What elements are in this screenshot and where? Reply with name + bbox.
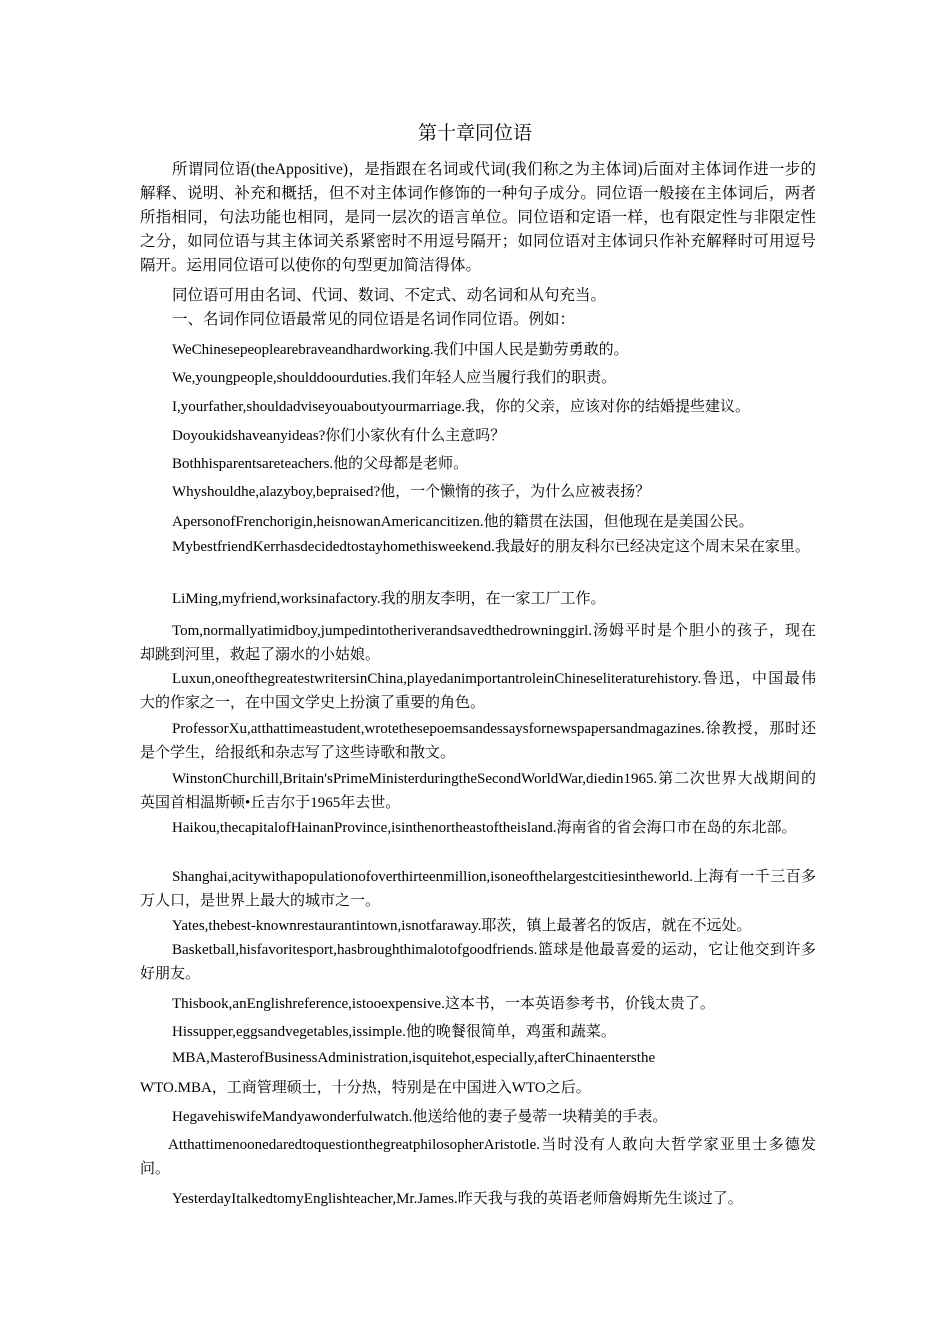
example-sentence: MBA,MasterofBusinessAdministration,isquitehot,especially,afterChinaentersthe — [172, 1050, 656, 1066]
example-sentence: WeChinesepeoplearebraveandhardworking.我们中国人民是勤劳勇敢的。 — [172, 342, 629, 358]
example-sentence: WinstonChurchill,Britain'sPrimeMinisterduringtheSecondWorldWar,diedin1965.第二次世界大战期间的英国首相温斯顿•丘吉尔于1965年去世。 — [140, 771, 816, 811]
example-sentence: Haikou,thecapitalofHainanProvince,isinthenortheastoftheisland.海南省的省会海口市在岛的东北部。 — [172, 820, 797, 836]
example-sentence: Basketball,hisfavoritesport,hasbroughthimalotofgoodfriends.篮球是他最喜爱的运动，它让他交到许多好朋友。 — [140, 942, 816, 982]
example-sentence: Luxun,oneofthegreatestwritersinChina,playedanimportantroleinChineseliteraturehistory.鲁迅，中国最伟大的作家之一，在中国文学史上扮演了重要的角色。 — [140, 671, 816, 711]
example-sentence: Thisbook,anEnglishreference,istooexpensive.这本书，一本英语参考书，价钱太贵了。 — [172, 996, 715, 1012]
example-sentence: I,yourfather,shouldadviseyouaboutyourmarriage.我，你的父亲，应该对你的结婚提些建议。 — [172, 399, 751, 415]
example-sentence: Tom,normallyatimidboy,jumpedintotheriverandsavedthedrowninggirl.汤姆平时是个胆小的孩子，现在却跳到河里，救起了溺水的小姑娘。 — [140, 623, 816, 663]
intro-paragraph: 所谓同位语(theAppositive)，是指跟在名词或代词(我们称之为主体词)后面对主体词作进一步的解释、说明、补充和概括，但不对主体词作修饰的一种句子成分。同位语一般接在主体词后，两者所指相同，句法功能也相同，是同一层次的语言单位。同位语和定语一样，也有限定性与非限定性之分，如同位语与其主体词关系紧密时不用逗号隔开；如同位语对主体词只作补充解释时可用逗号隔开。运用同位语可以使你的句型更加简洁得体。 — [140, 161, 816, 274]
example-sentence: Shanghai,acitywithapopulationofoverthirteenmillion,isoneofthelargestcitiesintheworld.上海有一千三百多万人口，是世界上最大的城市之一。 — [140, 869, 816, 909]
example-sentence: YesterdayItalkedtomyEnglishteacher,Mr.James.昨天我与我的英语老师詹姆斯先生谈过了。 — [172, 1191, 743, 1207]
example-sentence: Bothhisparentsareteachers.他的父母都是老师。 — [172, 456, 469, 472]
example-sentence: ProfessorXu,atthattimeastudent,wrotethesepoemsandessaysfornewspapersandmagazines.徐教授，那时还是个学生，给报纸和杂志写了这些诗歌和散文。 — [140, 721, 816, 761]
example-sentence: MybestfriendKerrhasdecidedtostayhomethisweekend.我最好的朋友科尔已经决定这个周末呆在家里。 — [172, 539, 810, 555]
chapter-title: 第十章同位语 — [417, 123, 532, 144]
example-sentence: WTO.MBA，工商管理硕士，十分热，特别是在中国进入WTO之后。 — [140, 1080, 591, 1096]
example-sentence: Hissupper,eggsandvegetables,issimple.他的晚餐很简单，鸡蛋和蔬菜。 — [172, 1024, 616, 1040]
example-sentence: Yates,thebest-knownrestaurantintown,isnotfaraway.耶茨，镇上最著名的饭店，就在不远处。 — [172, 918, 752, 934]
section-heading: 一、名词作同位语最常见的同位语是名词作同位语。例如： — [172, 311, 576, 328]
example-sentence: AtthattimenoonedaredtoquestionthegreatphilosopherAristotle.当时没有人敢向大哲学家亚里士多德发问。 — [140, 1137, 816, 1177]
example-sentence: We,youngpeople,shoulddoourduties.我们年轻人应当履行我们的职责。 — [172, 370, 617, 386]
example-sentence: HegavehiswifeMandyawonderfulwatch.他送给他的妻子曼蒂一块精美的手表。 — [172, 1109, 668, 1125]
example-sentence: Doyoukidshaveanyideas?你们小家伙有什么主意吗？ — [172, 428, 506, 444]
example-sentence: ApersonofFrenchorigin,heisnowanAmericancitizen.他的籍贯在法国，但他现在是美国公民。 — [172, 514, 754, 530]
example-sentence: LiMing,myfriend,worksinafactory.我的朋友李明，在一家工厂工作。 — [172, 591, 606, 607]
intro-paragraph: 同位语可用由名词、代词、数词、不定式、动名词和从句充当。 — [172, 287, 607, 304]
example-sentence: Whyshouldhe,alazyboy,bepraised?他，一个懒惰的孩子，为什么应被表扬？ — [172, 484, 651, 500]
